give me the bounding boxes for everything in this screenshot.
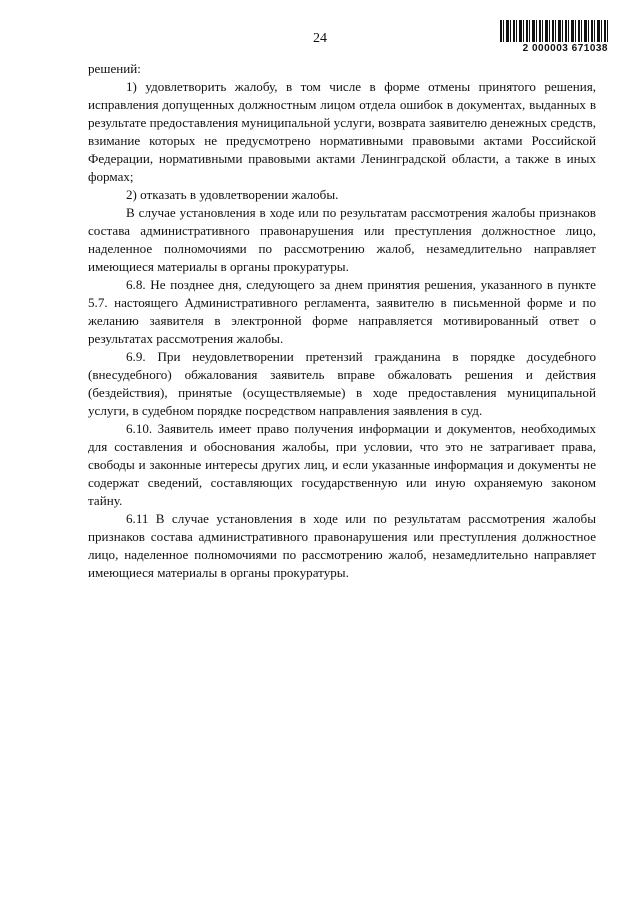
page-number: 24	[313, 31, 327, 46]
barcode-number: 2 000003 671038	[522, 43, 608, 54]
paragraph-6-10: 6.10. Заявитель имеет право получения информации и документов, необходимых для составления и обоснования жалобы, при условии, что это не затрагивает права, свободы и законные интересы других лиц, и если указанные информация и документы не содержат сведений, составляющих государственную или иную охраняемую законом тайну.	[88, 421, 596, 508]
paragraph-6-11: 6.11 В случае установления в ходе или по результатам рассмотрения жалобы признаков состава административного правонарушения или преступления должностное лицо, наделенное полномочиями по рассмотрению жалоб, незамедлительно направляет имеющиеся материалы в органы прокуратуры.	[88, 511, 596, 580]
paragraph-6-9: 6.9. При неудовлетворении претензий гражданина в порядке досудебного (внесудебного) обжалования заявитель вправе обжаловать решения и действия (бездействия), принятые (осуществляемые) в ходе предоставления муниципальной услуги, в судебном порядке посредством направления заявления в суд.	[88, 349, 596, 418]
barcode-bars	[500, 20, 608, 42]
paragraph-violation-notice: В случае установления в ходе или по результатам рассмотрения жалобы признаков состава административного правонарушения или преступления должностное лицо, наделенное полномочиями по рассмотрению жалоб, незамедлительно направляет имеющиеся материалы в органы прокуратуры.	[88, 205, 596, 274]
paragraph-continuation: решений:	[88, 61, 141, 76]
paragraph-option-1: 1) удовлетворить жалобу, в том числе в форме отмены принятого решения, исправления допущенных должностным лицом отдела ошибок в документах, выданных в результате предоставления муниципальной услуги, возврата заявителю денежных средств, взимание которых не предусмотрено нормативными правовыми актами Российской Федерации, нормативными правовыми актами Ленинградской области, а также в иных формах;	[88, 79, 596, 184]
barcode	[500, 20, 608, 60]
document-body	[88, 60, 596, 582]
paragraph-option-2: 2) отказать в удовлетворении жалобы.	[126, 187, 339, 202]
paragraph-6-8: 6.8. Не позднее дня, следующего за днем принятия решения, указанного в пункте 5.7. настоящего Административного регламента, заявителю в письменной форме и по желанию заявителя в электронной форме направляется мотивированный ответ о результатах рассмотрения жалобы.	[88, 277, 596, 346]
